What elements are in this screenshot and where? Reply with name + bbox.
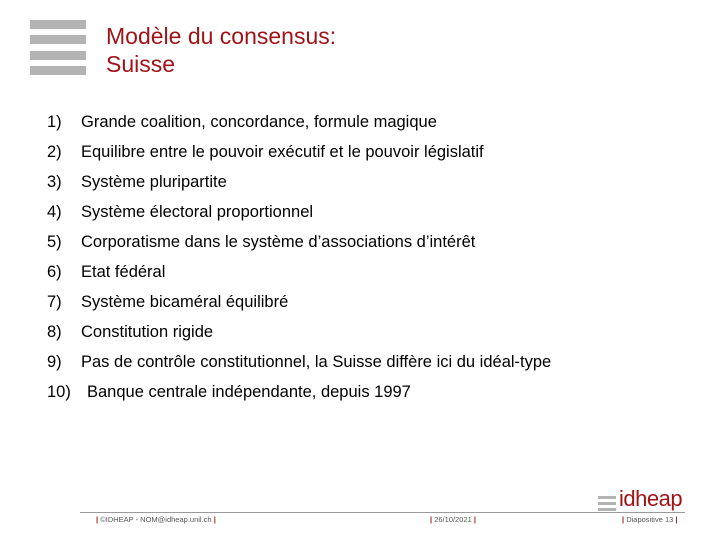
list-item-text: Equilibre entre le pouvoir exécutif et le pouvoir législatif — [81, 143, 484, 161]
list-item-number: 9) — [47, 353, 62, 371]
list-item-number: 6) — [47, 263, 62, 281]
footer-contact: | ©IDHEAP - NOM@idheap.unil.ch | — [96, 515, 216, 524]
list-item-number: 10) — [47, 383, 71, 401]
brand-lines-icon — [598, 492, 616, 512]
list-item-text: Corporatisme dans le système d’associations d’intérêt — [81, 233, 476, 251]
list-item-text: Système électoral proportionnel — [81, 203, 314, 221]
slide-title-line-1: Modèle du consensus: — [106, 23, 337, 49]
list-item-number: 7) — [47, 293, 62, 311]
list-item-number: 8) — [47, 323, 62, 341]
list-item-number: 1) — [47, 113, 62, 131]
slide-title-line-2: Suisse — [106, 51, 176, 77]
footer-date: | 26/10/2021 | — [430, 515, 476, 524]
list-item-text: Système bicaméral équilibré — [81, 293, 289, 311]
slide-title — [106, 22, 336, 78]
brand-logo: idheap — [619, 486, 683, 511]
list-item-number: 2) — [47, 143, 62, 161]
footer-divider — [80, 512, 685, 513]
footer-date-text: 26/10/2021 — [434, 515, 472, 524]
list-item-text: Banque centrale indépendante, depuis 1997 — [87, 383, 411, 401]
list-item-text: Système pluripartite — [81, 173, 227, 191]
list-item-number: 3) — [47, 173, 62, 191]
list-item-text: Etat fédéral — [81, 263, 166, 281]
footer-contact-text: ©IDHEAP - NOM@idheap.unil.ch — [100, 515, 212, 524]
list-item-number: 4) — [47, 203, 62, 221]
list-item-text: Constitution rigide — [81, 323, 214, 341]
idheap-logo-bars-icon — [30, 20, 86, 76]
list-item-text: Pas de contrôle constitutionnel, la Suisse diffère ici du idéal-type — [81, 353, 552, 371]
list-item-number: 5) — [47, 233, 62, 251]
list-item-text: Grande coalition, concordance, formule magique — [81, 113, 437, 131]
footer-slide-number: | Diapositive 13 | — [622, 515, 678, 524]
footer-slide-text: Diapositive 13 — [626, 515, 674, 524]
